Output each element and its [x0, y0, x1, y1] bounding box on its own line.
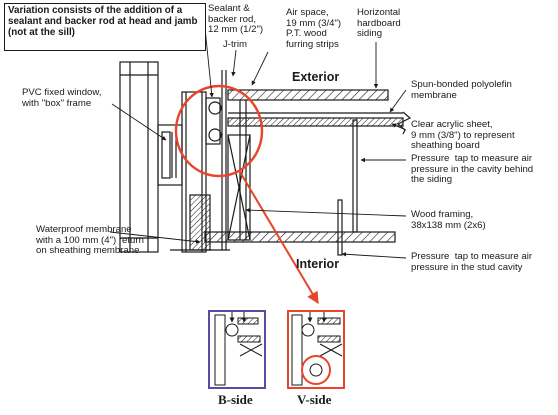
j-trim [222, 70, 226, 250]
pressure-tap-siding [353, 120, 357, 232]
waterproof-membrane-label: Waterproof membrane with a 100 mm (4") return on sheathing membrane [36, 224, 144, 257]
acrylic-sheet-label: Clear acrylic sheet, 9 mm (3/8") to represent sheathing board [411, 119, 515, 152]
sealant-label: Sealant & backer rod, 12 mm (1/2") [208, 3, 264, 36]
horizontal-siding-label: Horizontal hardboard siding [357, 7, 401, 40]
v-side-label: V-side [297, 392, 332, 407]
wood-framing-label: Wood framing, 38x138 mm (2x6) [411, 209, 486, 231]
b-side-inset [209, 311, 265, 388]
break-line [398, 112, 410, 134]
interior-label: Interior [296, 257, 340, 271]
v-side-inset [288, 311, 344, 388]
pressure-siding-label: Pressure tap to measure air pressure in the cavity behind the siding [411, 153, 534, 186]
variation-note [4, 3, 206, 51]
b-side-label: B-side [218, 392, 253, 407]
pressure-stud-label: Pressure tap to measure air pressure in the stud cavity [411, 251, 533, 273]
interior-wall-board [205, 232, 395, 242]
wall-assembly [120, 62, 410, 255]
air-space-label: Air space, 19 mm (3/4") P.T. wood furring strips [286, 7, 342, 50]
backer-rod-bottom [209, 129, 221, 141]
j-trim-label: J-trim [223, 39, 247, 50]
exterior-label: Exterior [292, 70, 340, 84]
acrylic-sheathing [228, 118, 403, 126]
backer-rod-top [209, 102, 221, 114]
pressure-tap-stud [338, 200, 342, 255]
hardboard-siding [228, 90, 388, 100]
variation-note-text: Variation consists of the addition of a sealant and backer rod at head and jamb (not at the sill) [8, 5, 198, 38]
pvc-window-label: PVC fixed window, with "box" frame [22, 87, 102, 109]
spun-bonded-label: Spun-bonded polyolefin membrane [411, 79, 512, 101]
